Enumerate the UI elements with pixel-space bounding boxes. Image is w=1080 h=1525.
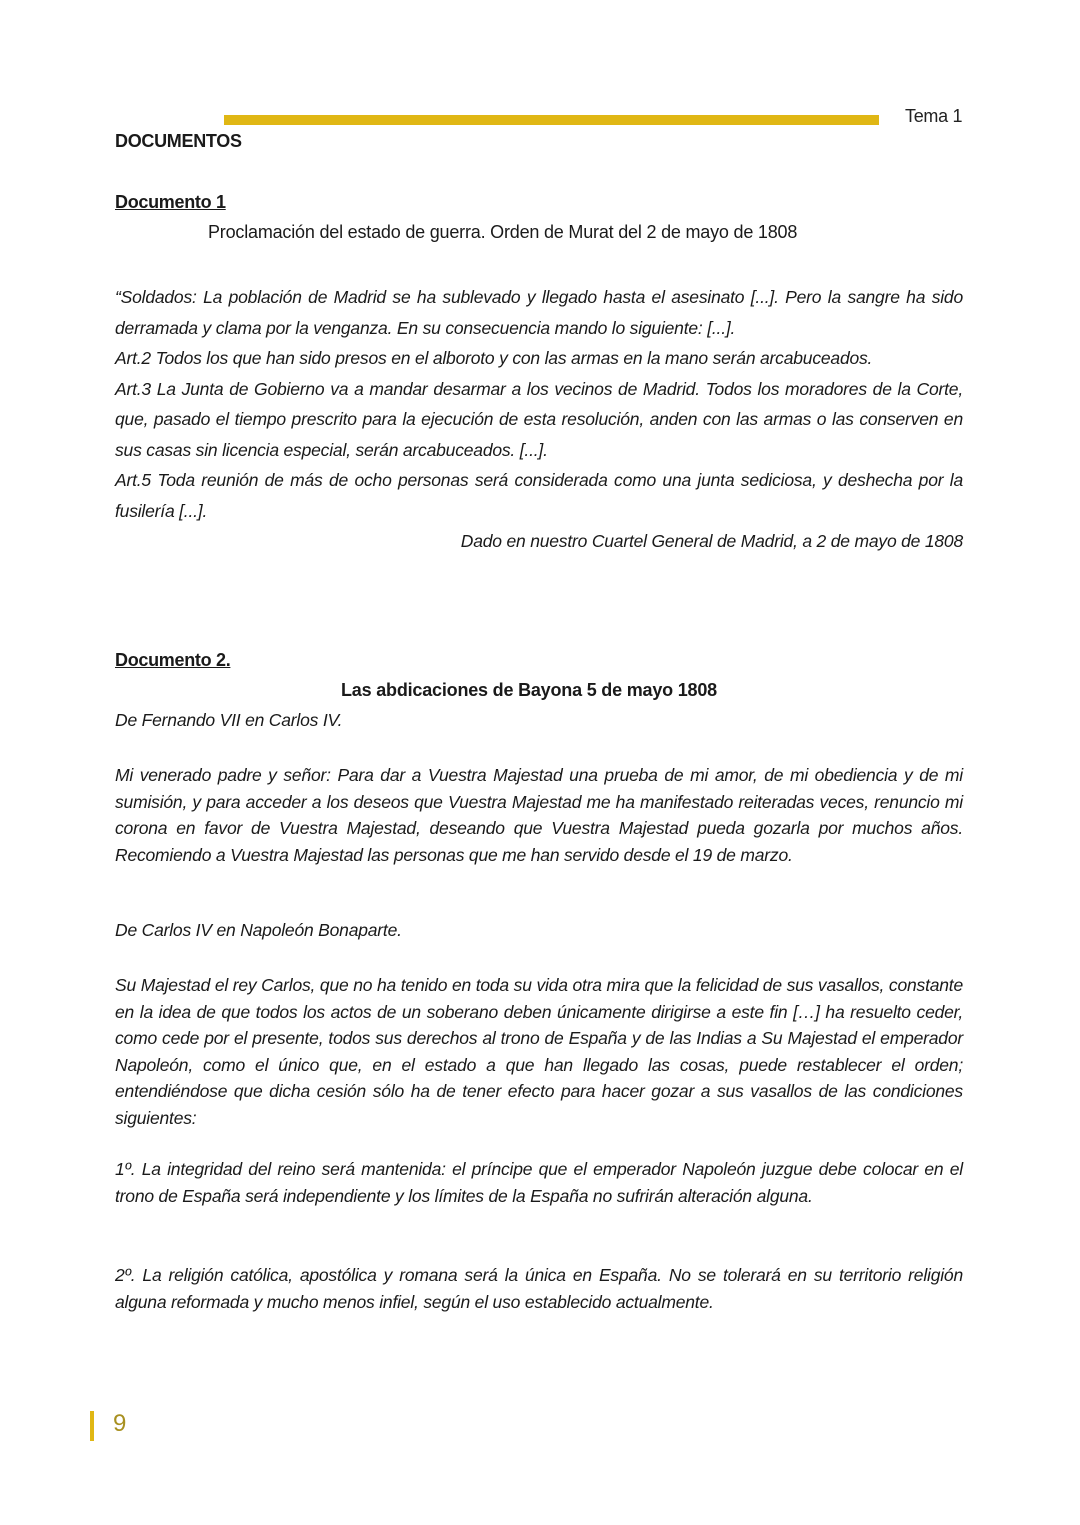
document-1-body xyxy=(115,282,963,557)
document-1-signature: Dado en nuestro Cuartel General de Madrid, a 2 de mayo de 1808 xyxy=(460,531,963,551)
document-2-condition-1: 1º. La integridad del reino será mantenida: el príncipe que el emperador Napoleón juzgue debe colocar en el trono de España será independiente y los límites de la España no sufrirán alteración alguna. xyxy=(115,1159,963,1206)
document-1-art5: Art.5 Toda reunión de más de ocho personas será considerada como una junta sediciosa, y deshecha por la fusilería [...]. xyxy=(115,470,963,521)
section-title: DOCUMENTOS xyxy=(115,131,242,151)
document-2-condition-2: 2º. La religión católica, apostólica y romana será la única en España. No se tolerará en su territorio religión alguna reformada y mucho menos infiel, según el uso establecido actualmente. xyxy=(115,1265,963,1312)
page-number-accent-bar xyxy=(90,1411,94,1441)
document-1-art3: Art.3 La Junta de Gobierno va a mandar desarmar a los vecinos de Madrid. Todos los moradores de la Corte, que, pasado el tiempo prescrito para la ejecución de esta resolución, anden con las armas o las conserven en sus casas sin licencia especial, serán arcabuceados. [...]. xyxy=(115,378,963,460)
page-number: 9 xyxy=(113,1410,127,1437)
document-1-heading: Documento 1 xyxy=(115,192,226,212)
document-1-art2: Art.2 Todos los que han sido presos en el alboroto y con las armas en la mano serán arcabuceados. xyxy=(115,348,873,368)
document-2-part2-label: De Carlos IV en Napoleón Bonaparte. xyxy=(115,920,402,940)
document-2-part2-text: Su Majestad el rey Carlos, que no ha tenido en toda su vida otra mira que la felicidad de sus vasallos, constante en la idea de que todos los actos de un soberano deben únicamente dirigirse a este fin […] ha resuelto ceder, como cede por el presente, todos sus derechos al trono de España y de las Indias a Su Majestad el emperador Napoleón, como el único que, en el estado a que han llegado las cosas, puede restablecer el orden; entendiéndose que dicha cesión sólo ha de tener efecto para hacer gozar a sus vasallos de las condiciones siguientes: xyxy=(115,975,963,1128)
document-2-part1-label: De Fernando VII en Carlos IV. xyxy=(115,710,343,730)
document-2-heading: Documento 2. xyxy=(115,650,231,670)
header-accent-bar xyxy=(224,115,879,125)
document-2-part1-text: Mi venerado padre y señor: Para dar a Vuestra Majestad una prueba de mi amor, de mi obediencia y de mi sumisión, y para acceder a los deseos que Vuestra Majestad me ha manifestado reiteradas veces, renuncio mi corona en favor de Vuestra Majestad, deseando que Vuestra Majestad pueda gozarla por muchos años. Recomiendo a Vuestra Majestad las personas que me han servido desde el 19 de marzo. xyxy=(115,765,963,865)
tema-label: Tema 1 xyxy=(905,106,963,126)
document-1-subtitle: Proclamación del estado de guerra. Orden de Murat del 2 de mayo de 1808 xyxy=(208,222,798,242)
document-2-subtitle: Las abdicaciones de Bayona 5 de mayo 1808 xyxy=(341,680,717,700)
document-1-intro: “Soldados: La población de Madrid se ha sublevado y llegado hasta el asesinato [...]. Pero la sangre ha sido derramada y clama por la venganza. En su consecuencia mando lo siguiente: [...]. xyxy=(115,287,963,338)
